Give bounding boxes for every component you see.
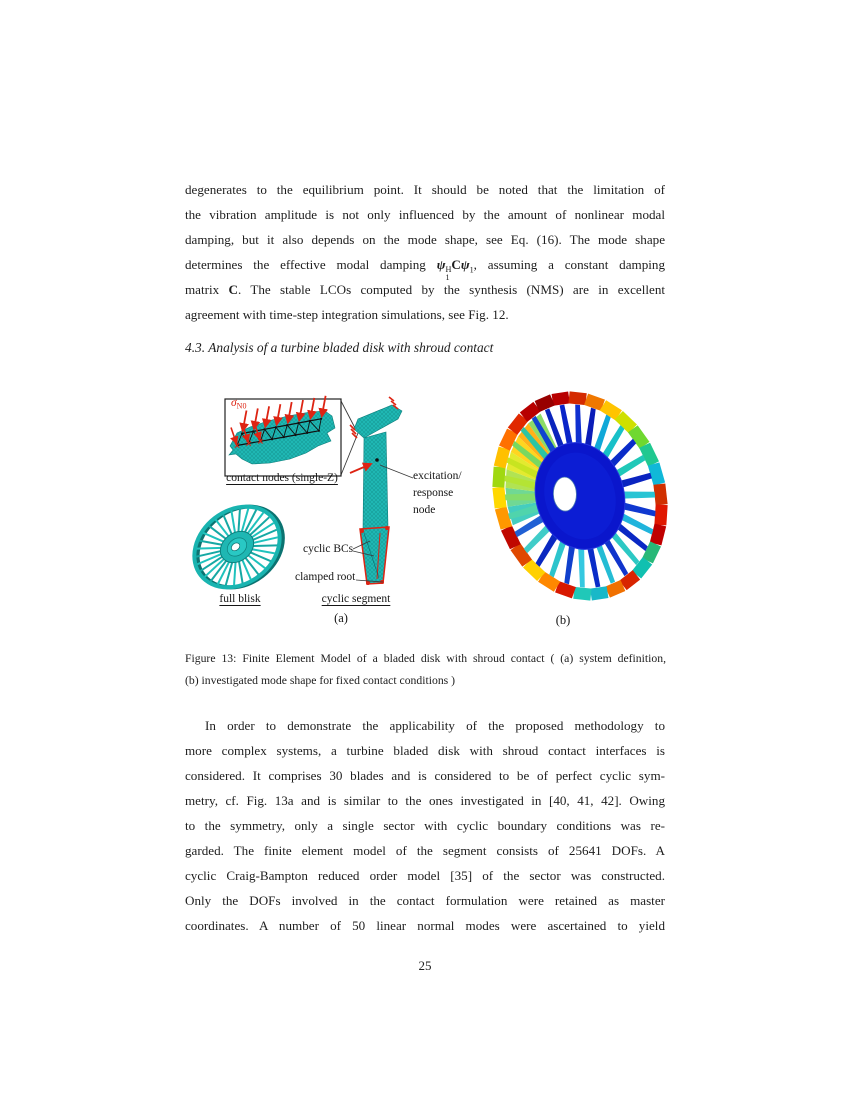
cyclic-segment-label: cyclic segment bbox=[321, 593, 391, 605]
math-C: C bbox=[451, 257, 461, 272]
body-line: garded. The finite element model of the segment consists of 25641 DOFs. A bbox=[185, 843, 665, 858]
body-line: to the symmetry, only a single sector with cyclic boundary conditions was re- bbox=[185, 818, 665, 833]
paragraph-2 bbox=[185, 713, 665, 938]
full-blisk-model bbox=[178, 488, 299, 605]
response-label: response bbox=[413, 487, 454, 499]
node-label: node bbox=[413, 504, 436, 516]
subfigure-a-label: (a) bbox=[334, 611, 348, 625]
body-line: damping, but it also depends on the mode shape, see Eq. (16). The mode shape bbox=[185, 232, 665, 247]
sigma-n0-label: $\sigma_{N0}$ bbox=[231, 397, 247, 411]
caption-line: Figure 13: Finite Element Model of a bladed disk with shroud contact ( (a) system definition, bbox=[185, 652, 666, 665]
body-line: coordinates. A number of 50 linear normal modes were ascertained to yield bbox=[185, 918, 665, 933]
body-line: considered. It comprises 30 blades and is considered to be of perfect cyclic sym- bbox=[185, 768, 665, 783]
body-line: degenerates to the equilibrium point. It should be noted that the limitation of bbox=[185, 182, 665, 197]
math-psi: ψ bbox=[436, 257, 446, 272]
body-line: In order to demonstrate the applicability of the proposed methodology to bbox=[205, 718, 665, 733]
body-line: matrix C. The stable LCOs computed by the synthesis (NMS) are in excellent bbox=[185, 282, 666, 297]
section-heading: 4.3. Analysis of a turbine bladed disk with shroud contact bbox=[185, 340, 494, 355]
math-supsub: H 1 bbox=[445, 265, 452, 283]
response-node-dot bbox=[375, 458, 379, 462]
body-line: Only the DOFs involved in the contact formulation were retained as master bbox=[185, 893, 665, 908]
cyclic-segment-model bbox=[350, 397, 402, 585]
body-line: agreement with time-step integration simulations, see Fig. 12. bbox=[185, 307, 509, 322]
body-line: more complex systems, a turbine bladed disk with shroud contact interfaces is bbox=[185, 743, 665, 758]
body-line: metry, cf. Fig. 13a and is similar to the ones investigated in [40, 41, 42]. Owing bbox=[185, 793, 665, 808]
callout-line bbox=[341, 401, 355, 428]
subfigure-b-label: (b) bbox=[555, 613, 571, 627]
caption-line: (b) investigated mode shape for fixed contact conditions ) bbox=[185, 673, 456, 687]
body-line-math: determines the effective modal damping ψ H 1 $C\psi_1$, assuming a constant damping bbox=[185, 257, 665, 283]
page-number: 25 bbox=[418, 958, 432, 973]
excitation-label: excitation/ bbox=[413, 470, 462, 482]
math-C: C bbox=[228, 282, 238, 297]
body-line: cyclic Craig-Bampton reduced order model [35] of the sector was constructed. bbox=[185, 868, 665, 883]
cyclic-bcs-label: cyclic BCs bbox=[303, 543, 354, 555]
clamped-root-label: clamped root bbox=[295, 571, 356, 583]
contact-nodes-label: contact nodes (single-Z) bbox=[226, 472, 338, 484]
figure-caption bbox=[185, 648, 666, 691]
body-line: the vibration amplitude is not only influenced by the amount of nonlinear modal bbox=[185, 207, 665, 222]
figure-panel-b bbox=[468, 380, 683, 612]
math-psi: ψ bbox=[460, 257, 470, 272]
callout-line bbox=[341, 433, 358, 475]
full-blisk-label: full blisk bbox=[219, 593, 261, 605]
